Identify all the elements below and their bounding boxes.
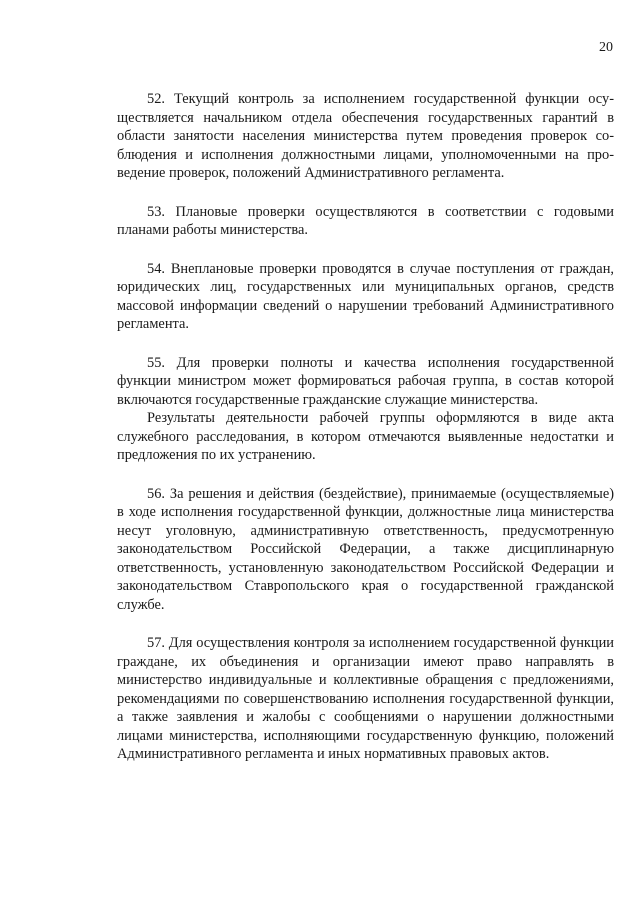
paragraph-55-continued: Результаты деятельности рабочей группы оформляются в виде акта служебного расследования, в котором отмечаются выявленные недостатки и предложения по их устранению. [117, 410, 614, 463]
document-body [117, 90, 614, 764]
page-number: 20 [599, 40, 613, 55]
paragraph-54: 54. Внеплановые проверки проводятся в случае поступления от граждан, юридических лиц, государственных или муниципальных органов, средств массовой информации сведений о нарушении требований Административного регламента. [117, 260, 614, 332]
paragraph-52: 52. Текущий контроль за исполнением государственной функции осуществляется начальником отдела обеспечения государственных гарантий в области занятости населения министерства путем проведения проверок соблюдения и исполнения должностными лицами, уполномоченными на проведение проверок, положений Административного регламента. [117, 91, 614, 181]
paragraph-57: 57. Для осуществления контроля за исполнением государственной функции граждане, их объединения и организации имеют право направлять в министерство индивидуальные и коллективные обращения с предложениями, рекомендациями по совершенствованию исполнения государственной функции, а также заявления и жалобы с сообщениями о нарушении должностными лицами министерства, исполняющими государственную функцию, положений Административного регламента и иных нормативных правовых актов. [117, 635, 614, 762]
paragraph-53: 53. Плановые проверки осуществляются в соответствии с годовыми планами работы министерства. [117, 203, 614, 238]
paragraph-56: 56. За решения и действия (бездействие), принимаемые (осуществляемые) в ходе исполнения государственной функции, должностные лица министерства несут уголовную, административную ответственность, предусмотренную законодательством Российской Федерации, а также дисциплинарную ответственность, установленную законодательством Российской Федерации и законодательством Ставропольского края о государственной гражданской службе. [117, 485, 614, 613]
paragraph-55: 55. Для проверки полноты и качества исполнения государственной функции министром может формироваться рабочая группа, в состав которой включаются государственные гражданские служащие министерства. [117, 354, 614, 408]
